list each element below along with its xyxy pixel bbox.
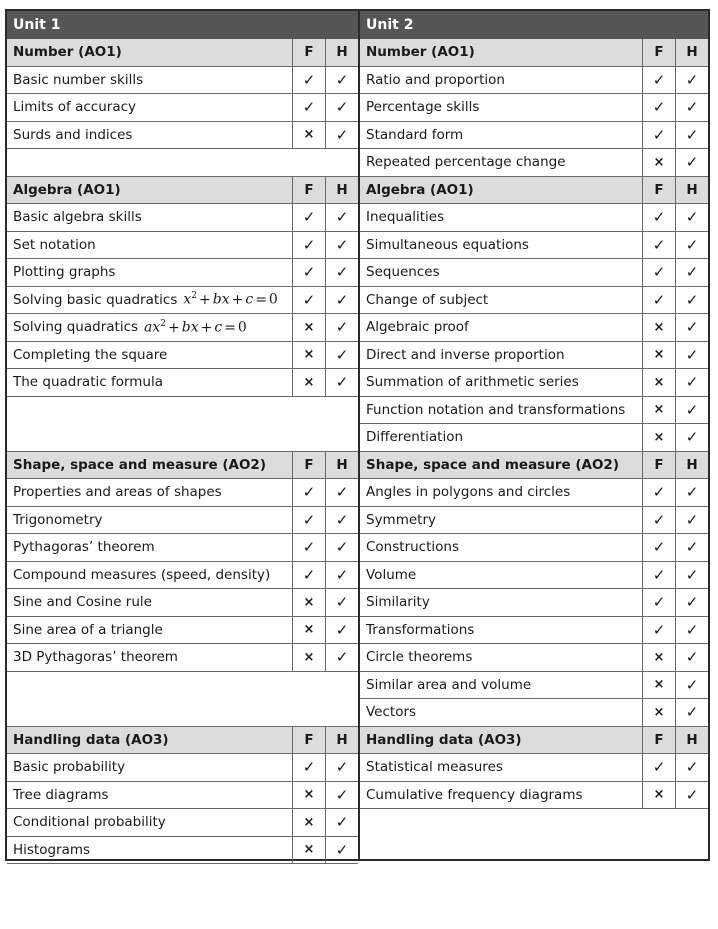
foundation-mark: × (292, 617, 325, 644)
foundation-mark: × (642, 369, 675, 396)
topic-row (360, 149, 708, 177)
higher-mark: ✓ (325, 809, 358, 836)
topic-row (7, 837, 358, 865)
higher-mark: ✓ (325, 259, 358, 286)
topic-label: Solving quadratics (13, 319, 139, 336)
higher-mark: ✓ (675, 67, 708, 94)
topic-cell (360, 122, 642, 149)
topic-cell (360, 149, 642, 176)
topic-row (7, 809, 358, 837)
topic-row (7, 94, 358, 122)
foundation-mark: × (292, 644, 325, 671)
higher-mark: ✓ (325, 837, 358, 864)
higher-column-label: H (675, 452, 708, 479)
higher-mark: ✓ (675, 314, 708, 341)
section-heading-label: Algebra (AO1) (13, 181, 121, 198)
topic-label: Transformations (366, 621, 475, 638)
higher-mark: ✓ (325, 644, 358, 671)
unit-1-column (7, 11, 360, 859)
topic-row (360, 204, 708, 232)
foundation-mark: × (642, 149, 675, 176)
topic-label: Basic number skills (13, 71, 144, 88)
topic-row (360, 94, 708, 122)
unit-title: Unit 2 (360, 11, 708, 39)
foundation-mark: ✓ (642, 617, 675, 644)
topic-label: Algebraic proof (366, 319, 469, 336)
topic-label: Sine and Cosine rule (13, 594, 152, 611)
higher-mark: ✓ (675, 617, 708, 644)
topic-cell (7, 342, 292, 369)
foundation-mark: ✓ (642, 479, 675, 506)
higher-mark: ✓ (675, 149, 708, 176)
higher-mark: ✓ (325, 589, 358, 616)
topic-label: Summation of arithmetic series (366, 374, 579, 391)
topic-cell (360, 67, 642, 94)
topic-cell (7, 479, 292, 506)
topic-row (7, 122, 358, 150)
higher-mark: ✓ (675, 424, 708, 451)
higher-mark: ✓ (325, 782, 358, 809)
topic-label: Inequalities (366, 209, 445, 226)
topic-label: Surds and indices (13, 126, 133, 143)
topic-row (360, 424, 708, 452)
foundation-mark: × (642, 644, 675, 671)
foundation-mark: ✓ (292, 479, 325, 506)
foundation-mark: ✓ (292, 259, 325, 286)
foundation-mark: ✓ (642, 232, 675, 259)
higher-mark: ✓ (325, 369, 358, 396)
section-heading-label: Handling data (AO3) (13, 731, 169, 748)
foundation-mark: ✓ (642, 259, 675, 286)
higher-column-label: H (675, 727, 708, 754)
topic-row (360, 397, 708, 425)
higher-column-label: H (675, 177, 708, 204)
topic-cell (360, 232, 642, 259)
blank-row (7, 149, 358, 177)
topic-cell (7, 534, 292, 561)
section-heading-handling-data-ao3 (7, 727, 358, 755)
foundation-mark: ✓ (642, 287, 675, 314)
foundation-mark: ✓ (642, 507, 675, 534)
higher-mark: ✓ (675, 699, 708, 726)
topic-label: Trigonometry (13, 511, 103, 528)
topic-cell (7, 589, 292, 616)
topic-cell (360, 479, 642, 506)
topic-label: Set notation (13, 236, 96, 253)
foundation-mark: × (292, 122, 325, 149)
higher-mark: ✓ (325, 534, 358, 561)
foundation-mark: × (292, 589, 325, 616)
higher-mark: ✓ (325, 479, 358, 506)
topic-label: Repeated percentage change (366, 154, 566, 171)
topic-label: Basic algebra skills (13, 209, 142, 226)
blank-row (7, 397, 358, 452)
topic-label: Similarity (366, 594, 430, 611)
topic-label: The quadratic formula (13, 374, 164, 391)
topic-cell (7, 314, 292, 341)
topic-label: Sine area of a triangle (13, 621, 163, 638)
topic-cell (360, 754, 642, 781)
foundation-mark: ✓ (292, 204, 325, 231)
topic-cell (7, 562, 292, 589)
topic-cell (360, 562, 642, 589)
topic-row (7, 617, 358, 645)
foundation-mark: ✓ (292, 754, 325, 781)
topic-cell (7, 259, 292, 286)
topic-label: Limits of accuracy (13, 99, 137, 116)
topic-cell (7, 369, 292, 396)
topic-cell (7, 94, 292, 121)
topic-cell (7, 232, 292, 259)
foundation-mark: × (292, 314, 325, 341)
higher-mark: ✓ (325, 287, 358, 314)
topic-label: Percentage skills (366, 99, 480, 116)
topic-cell (360, 507, 642, 534)
topic-label: Properties and areas of shapes (13, 484, 222, 501)
topic-cell (360, 617, 642, 644)
topic-cell (360, 699, 642, 726)
higher-mark: ✓ (325, 342, 358, 369)
topic-cell (360, 534, 642, 561)
topic-label: Pythagoras’ theorem (13, 539, 155, 556)
topic-cell (7, 644, 292, 671)
topic-row (360, 287, 708, 315)
foundation-mark: × (292, 809, 325, 836)
higher-mark: ✓ (675, 589, 708, 616)
topic-label: Solving basic quadratics (13, 291, 178, 308)
topic-label: Constructions (366, 539, 459, 556)
topic-label: Direct and inverse proportion (366, 346, 565, 363)
topic-cell (360, 782, 642, 809)
topic-label: Symmetry (366, 511, 436, 528)
topic-row (7, 342, 358, 370)
topic-label: Cumulative frequency diagrams (366, 786, 583, 803)
higher-mark: ✓ (325, 94, 358, 121)
foundation-mark: × (292, 369, 325, 396)
topic-row (7, 534, 358, 562)
topic-cell (7, 617, 292, 644)
higher-mark: ✓ (675, 534, 708, 561)
topic-row (360, 314, 708, 342)
higher-mark: ✓ (325, 67, 358, 94)
foundation-mark: ✓ (642, 589, 675, 616)
topic-row (360, 479, 708, 507)
topic-cell (360, 397, 642, 424)
topic-label: Standard form (366, 126, 464, 143)
blank-row (7, 672, 358, 727)
higher-mark: ✓ (675, 94, 708, 121)
topic-row (360, 122, 708, 150)
foundation-mark: ✓ (292, 67, 325, 94)
higher-column-label: H (325, 452, 358, 479)
section-heading-number-ao1 (360, 39, 708, 67)
topic-label: Change of subject (366, 291, 489, 308)
topic-label: Function notation and transformations (366, 401, 626, 418)
section-heading-shape-space-and-measure-ao2 (360, 452, 708, 480)
foundation-mark: ✓ (292, 287, 325, 314)
topic-cell (7, 122, 292, 149)
topic-cell (7, 837, 292, 864)
section-heading-handling-data-ao3 (360, 727, 708, 755)
topic-cell (360, 589, 642, 616)
topic-label: Basic probability (13, 759, 126, 776)
foundation-mark: × (642, 314, 675, 341)
higher-mark: ✓ (675, 562, 708, 589)
foundation-mark: ✓ (642, 754, 675, 781)
topic-label: Differentiation (366, 429, 464, 446)
foundation-mark: ✓ (642, 94, 675, 121)
section-heading-label: Shape, space and measure (AO2) (13, 456, 266, 473)
foundation-column-label: F (642, 452, 675, 479)
higher-mark: ✓ (325, 562, 358, 589)
section-heading-algebra-ao1 (360, 177, 708, 205)
higher-mark: ✓ (675, 507, 708, 534)
topic-row (7, 232, 358, 260)
foundation-mark: ✓ (292, 507, 325, 534)
foundation-mark: ✓ (642, 534, 675, 561)
foundation-column-label: F (292, 39, 325, 66)
foundation-mark: ✓ (292, 562, 325, 589)
foundation-mark: ✓ (642, 562, 675, 589)
higher-column-label: H (325, 39, 358, 66)
higher-column-label: H (325, 177, 358, 204)
topic-cell (360, 369, 642, 396)
foundation-mark: × (642, 342, 675, 369)
foundation-column-label: F (292, 452, 325, 479)
foundation-mark: ✓ (642, 204, 675, 231)
higher-column-label: H (325, 727, 358, 754)
higher-mark: ✓ (325, 204, 358, 231)
topic-row (360, 232, 708, 260)
topic-cell (360, 287, 642, 314)
higher-mark: ✓ (675, 204, 708, 231)
section-heading-label: Shape, space and measure (AO2) (366, 456, 619, 473)
topic-label: Completing the square (13, 346, 168, 363)
higher-mark: ✓ (325, 507, 358, 534)
foundation-mark: × (292, 342, 325, 369)
topic-row (360, 644, 708, 672)
topic-label: Angles in polygons and circles (366, 484, 571, 501)
topic-row (360, 259, 708, 287)
higher-mark: ✓ (675, 369, 708, 396)
topic-cell (360, 94, 642, 121)
topic-row (360, 589, 708, 617)
foundation-mark: ✓ (642, 122, 675, 149)
topic-row (7, 589, 358, 617)
topic-row (360, 342, 708, 370)
topic-cell (360, 342, 642, 369)
foundation-column-label: F (642, 39, 675, 66)
foundation-mark: ✓ (292, 94, 325, 121)
topic-label: Statistical measures (366, 759, 503, 776)
topic-grid (5, 9, 710, 861)
foundation-column-label: F (642, 177, 675, 204)
higher-mark: ✓ (325, 314, 358, 341)
section-heading-number-ao1 (7, 39, 358, 67)
foundation-mark: × (292, 837, 325, 864)
section-heading-label: Number (AO1) (13, 44, 122, 61)
topic-row (7, 287, 358, 315)
foundation-mark: ✓ (292, 534, 325, 561)
section-heading-label: Algebra (AO1) (366, 181, 474, 198)
topic-cell (7, 67, 292, 94)
topic-cell (360, 672, 642, 699)
topic-row (7, 369, 358, 397)
topic-row (360, 617, 708, 645)
section-heading-label: Number (AO1) (366, 44, 475, 61)
topic-cell (7, 507, 292, 534)
higher-mark: ✓ (675, 122, 708, 149)
topic-label: Compound measures (speed, density) (13, 566, 271, 583)
topic-cell (7, 204, 292, 231)
foundation-column-label: F (292, 727, 325, 754)
topic-row (360, 562, 708, 590)
foundation-column-label: F (292, 177, 325, 204)
topic-row (7, 562, 358, 590)
topic-row (360, 67, 708, 95)
higher-mark: ✓ (325, 232, 358, 259)
foundation-mark: ✓ (642, 67, 675, 94)
topic-cell (360, 644, 642, 671)
topic-row (360, 699, 708, 727)
higher-mark: ✓ (675, 397, 708, 424)
topic-row (7, 314, 358, 342)
higher-mark: ✓ (325, 754, 358, 781)
topic-row (7, 204, 358, 232)
topic-cell (7, 809, 292, 836)
higher-mark: ✓ (325, 617, 358, 644)
foundation-mark: × (292, 782, 325, 809)
topic-row (360, 534, 708, 562)
higher-mark: ✓ (675, 479, 708, 506)
topic-cell (360, 259, 642, 286)
topic-cell (7, 287, 292, 314)
topic-label: Tree diagrams (13, 786, 109, 803)
topic-label: 3D Pythagoras’ theorem (13, 649, 178, 666)
higher-mark: ✓ (675, 672, 708, 699)
topic-label: Ratio and proportion (366, 71, 505, 88)
topic-row (360, 754, 708, 782)
topic-label: Simultaneous equations (366, 236, 529, 253)
topic-label: Conditional probability (13, 814, 166, 831)
higher-mark: ✓ (675, 259, 708, 286)
topic-label: Similar area and volume (366, 676, 532, 693)
topic-label: Plotting graphs (13, 264, 116, 281)
section-heading-label: Handling data (AO3) (366, 731, 522, 748)
topic-row (7, 507, 358, 535)
higher-mark: ✓ (675, 342, 708, 369)
higher-mark: ✓ (675, 287, 708, 314)
foundation-mark: × (642, 397, 675, 424)
topic-row (7, 782, 358, 810)
topic-label: Volume (366, 566, 417, 583)
topic-row (360, 507, 708, 535)
topic-cell (360, 204, 642, 231)
topic-row (360, 672, 708, 700)
topic-row (360, 782, 708, 810)
foundation-mark: ✓ (292, 232, 325, 259)
topic-label: Circle theorems (366, 649, 473, 666)
topic-row (7, 259, 358, 287)
topic-label: Histograms (13, 841, 91, 858)
quadratic-formula: $x^2$ + bx + c = 0 (183, 291, 278, 309)
foundation-mark: × (642, 672, 675, 699)
foundation-mark: × (642, 424, 675, 451)
higher-mark: ✓ (675, 782, 708, 809)
topic-row (360, 369, 708, 397)
foundation-mark: × (642, 782, 675, 809)
higher-column-label: H (675, 39, 708, 66)
topic-label: Sequences (366, 264, 440, 281)
higher-mark: ✓ (325, 122, 358, 149)
topic-cell (360, 314, 642, 341)
topic-cell (7, 782, 292, 809)
topic-row (7, 754, 358, 782)
topic-row (7, 67, 358, 95)
quadratic-formula: $ax^2$ + bx + c = 0 (144, 318, 247, 336)
topic-cell (360, 424, 642, 451)
higher-mark: ✓ (675, 644, 708, 671)
higher-mark: ✓ (675, 232, 708, 259)
topic-row (7, 644, 358, 672)
topic-label: Vectors (366, 704, 417, 721)
topic-cell (7, 754, 292, 781)
section-heading-shape-space-and-measure-ao2 (7, 452, 358, 480)
foundation-mark: × (642, 699, 675, 726)
topic-row (7, 479, 358, 507)
foundation-column-label: F (642, 727, 675, 754)
higher-mark: ✓ (675, 754, 708, 781)
unit-title: Unit 1 (7, 11, 358, 39)
section-heading-algebra-ao1 (7, 177, 358, 205)
